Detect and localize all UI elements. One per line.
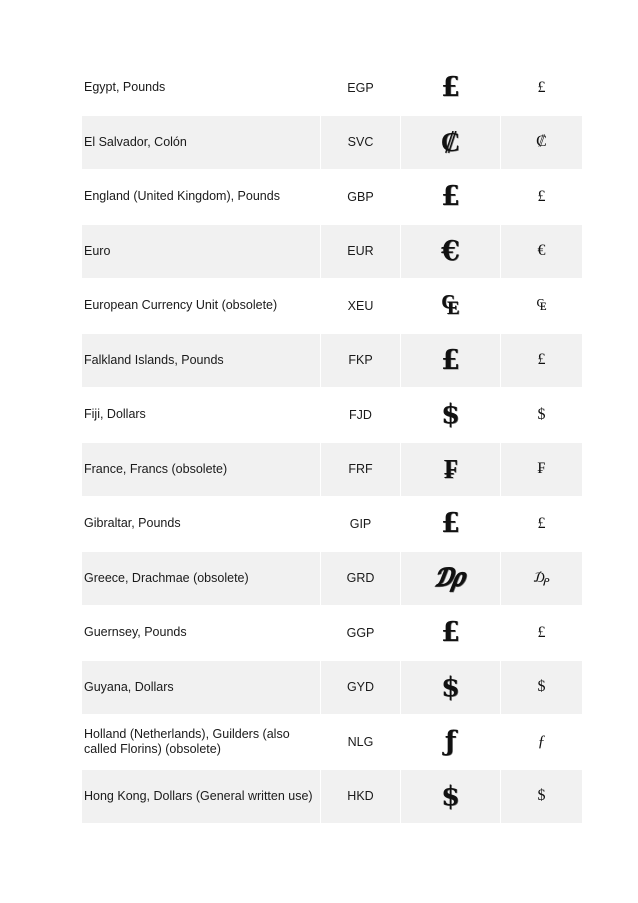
table-row xyxy=(82,334,582,389)
currency-table xyxy=(82,61,582,824)
table-row xyxy=(82,388,582,443)
currency-code: GGP xyxy=(321,606,401,660)
currency-symbol-char: ₠ xyxy=(536,296,547,314)
currency-symbol-char: ₣ xyxy=(537,460,546,478)
currency-symbol-char: £ xyxy=(537,187,546,205)
table-row xyxy=(82,443,582,498)
currency-code: GRD xyxy=(321,552,401,606)
currency-code: FJD xyxy=(321,388,401,442)
currency-name: European Currency Unit (obsolete) xyxy=(82,279,321,333)
currency-name: Holland (Netherlands), Guilders (also called Florins) (obsolete) xyxy=(82,715,321,769)
currency-name: El Salvador, Colón xyxy=(82,116,321,170)
table-row xyxy=(82,661,582,716)
currency-symbol-image: ₯ xyxy=(401,552,501,606)
currency-symbol-char: £ xyxy=(537,351,546,369)
currency-symbol-char: $ xyxy=(537,787,546,805)
currency-symbol-char: ₯ xyxy=(533,569,550,587)
currency-symbol-char: £ xyxy=(537,623,546,641)
table-row xyxy=(82,61,582,116)
currency-name: England (United Kingdom), Pounds xyxy=(82,170,321,224)
currency-code: SVC xyxy=(321,116,401,170)
currency-code: FKP xyxy=(321,334,401,388)
table-row xyxy=(82,279,582,334)
currency-symbol-image: £ xyxy=(401,61,501,115)
currency-symbol-char: £ xyxy=(537,514,546,532)
table-row xyxy=(82,116,582,171)
table-row xyxy=(82,225,582,280)
currency-name: Guernsey, Pounds xyxy=(82,606,321,660)
currency-symbol-image: £ xyxy=(401,606,501,660)
currency-name: Guyana, Dollars xyxy=(82,661,321,715)
currency-name: France, Francs (obsolete) xyxy=(82,443,321,497)
currency-name: Falkland Islands, Pounds xyxy=(82,334,321,388)
table-row xyxy=(82,552,582,607)
currency-symbol-image: £ xyxy=(401,497,501,551)
table-row xyxy=(82,497,582,552)
currency-code: XEU xyxy=(321,279,401,333)
table-row xyxy=(82,715,582,770)
currency-symbol-image: £ xyxy=(401,334,501,388)
table-row xyxy=(82,606,582,661)
currency-symbol-image: € xyxy=(401,225,501,279)
currency-symbol-image: $ xyxy=(401,661,501,715)
currency-symbol-image: ₡ xyxy=(401,116,501,170)
currency-code: GBP xyxy=(321,170,401,224)
currency-name: Greece, Drachmae (obsolete) xyxy=(82,552,321,606)
table-row xyxy=(82,770,582,825)
currency-code: HKD xyxy=(321,770,401,824)
currency-name: Fiji, Dollars xyxy=(82,388,321,442)
currency-symbol-image: $ xyxy=(401,388,501,442)
currency-name: Hong Kong, Dollars (General written use) xyxy=(82,770,321,824)
currency-symbol-char: ₡ xyxy=(536,133,547,151)
currency-code: NLG xyxy=(321,715,401,769)
currency-code: FRF xyxy=(321,443,401,497)
currency-code: EGP xyxy=(321,61,401,115)
currency-symbol-char: £ xyxy=(537,78,546,96)
currency-code: GIP xyxy=(321,497,401,551)
currency-symbol-char: ƒ xyxy=(537,732,546,750)
currency-symbol-image: ₠ xyxy=(401,279,501,333)
currency-symbol-image: £ xyxy=(401,170,501,224)
currency-name: Euro xyxy=(82,225,321,279)
currency-symbol-char: $ xyxy=(537,678,546,696)
currency-symbol-image: ƒ xyxy=(401,715,501,769)
currency-code: GYD xyxy=(321,661,401,715)
currency-symbol-char: € xyxy=(537,242,546,260)
currency-symbol-char: $ xyxy=(537,405,546,423)
currency-code: EUR xyxy=(321,225,401,279)
currency-symbol-image: $ xyxy=(401,770,501,824)
table-row xyxy=(82,170,582,225)
currency-name: Egypt, Pounds xyxy=(82,61,321,115)
currency-symbol-image: ₣ xyxy=(401,443,501,497)
currency-name: Gibraltar, Pounds xyxy=(82,497,321,551)
